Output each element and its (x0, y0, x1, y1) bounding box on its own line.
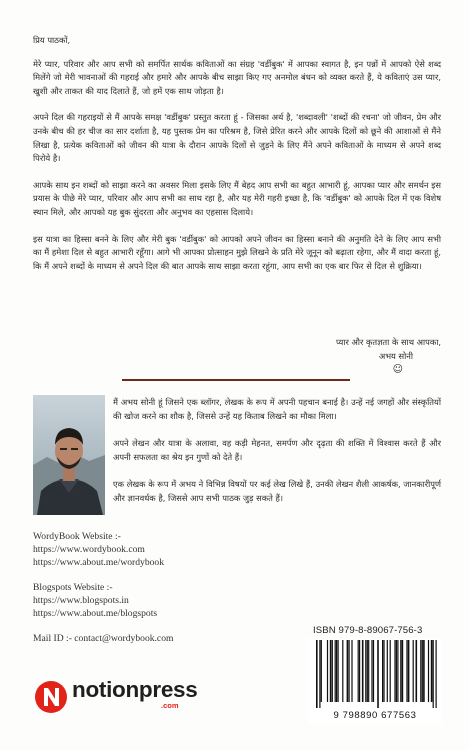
wordybook-about-link[interactable]: https://www.about.me/wordybook (33, 557, 165, 568)
barcode-bar (436, 640, 437, 708)
barcode-digits: 9 798890 677563 (333, 710, 417, 721)
barcode-bar (420, 640, 421, 702)
barcode-bar (423, 640, 425, 702)
barcode-bar (349, 640, 350, 702)
bio-paragraph: मैं अभय सोनी हूं जिसने एक ब्लॉगर, लेखक के रूप में अपनी पहचान बनाई है। उन्हें नई जगहों और संस्कृतियों की खोज करने का शौक है, जिससे उन्हें यह किताब लिखने का मौका मिला। (113, 397, 441, 421)
barcode-bar (431, 640, 433, 702)
letter-signoff (33, 336, 441, 377)
author-letter (33, 34, 441, 286)
barcode-bar (394, 640, 395, 702)
barcode-bar (433, 640, 434, 708)
author-signature-name: अभय सोनी (378, 350, 413, 361)
wordybook-link[interactable]: https://www.wordybook.com (33, 544, 145, 555)
publisher-name: notionpress (72, 677, 198, 702)
author-photo (33, 395, 105, 515)
barcode-bar (416, 640, 418, 702)
letter-paragraph: आपके साथ इन शब्दों को साझा करने का अवसर मिला इसके लिए मैं बेहद आप सभी का बहुत आभारी हूं, आपका प्यार और समर्थन इस प्रयास के पीछे मेरे प्यार, परिवार और आप सभी का साथ रहा है, और यह मेरी गहरी इच्छा है, कि 'वर्डीबुक' को आपके दिल में एक विशेष स्थान मिले, और आपको यह बुक सुंदरता और अनुभव का एहसास दिलाये। (33, 179, 441, 217)
barcode-bar (362, 640, 364, 702)
wordybook-heading: WordyBook Website :- (33, 531, 121, 542)
barcode-bar (368, 640, 369, 702)
barcode-bar (336, 640, 337, 702)
barcode-bar (316, 640, 318, 708)
publisher-domain: .com (161, 701, 179, 710)
barcode-bar (400, 640, 402, 702)
barcode-bar (330, 640, 331, 702)
barcode-bar (397, 640, 398, 702)
blogspots-about-link[interactable]: https://www.about.me/blogspots (33, 608, 158, 619)
barcode-bar (383, 640, 384, 702)
barcode-bar (413, 640, 414, 702)
barcode-bar (358, 640, 359, 702)
barcode-bar (342, 640, 343, 702)
barcode-bar (428, 640, 429, 702)
author-bio (113, 396, 441, 520)
barcode-bar (327, 640, 328, 702)
barcode-bar (319, 640, 320, 708)
barcode-bar (359, 640, 360, 702)
barcode-bar (406, 640, 407, 702)
barcode-bar (402, 640, 403, 702)
mail-id[interactable]: Mail ID :- contact@wordybook.com (33, 633, 174, 644)
barcode-bar (365, 640, 366, 702)
letter-paragraph: इस यात्रा का हिस्सा बनने के लिए और मेरी बुक 'वर्डीबुक' को आपको अपने जीवन का हिस्सा बनाने की अनुमति देने के लिए आप सभी का मैं हमेशा दिल से बहुत आभारी रहूँगा। आगे भी आपका प्रोत्साहन मुझे लिखने के प्रति मेरे जूनून को बढ़ाता रहेगा, और मैं वादा करता हूं, कि मैं अपने शब्दों के माध्यम से अपने दिल की बात आपके साथ साझा करता रहूंगा, आप सभी का एक बार फिर से दिल से शुक्रिया। (33, 233, 441, 271)
barcode-bar (338, 640, 339, 702)
isbn-label: ISBN 979-8-89067-756-3 (313, 625, 423, 636)
barcode-bar (390, 640, 391, 702)
blogspots-heading: Blogspots Website :- (33, 582, 113, 593)
barcode-bar (396, 640, 397, 702)
barcode-bar (373, 640, 374, 702)
barcode-bar (331, 640, 333, 702)
blogspots-link[interactable]: https://www.blogspots.in (33, 595, 129, 606)
smiley-icon: ☺ (392, 364, 403, 375)
letter-paragraph: मेरे प्यार, परिवार और आप सभी को समर्पित सार्थक कविताओं का संग्रह 'वर्डीबुक' में आपका स्वागत है, इन पन्नों में आपको ऐसे शब्द मिलेंगे जो मेरी भावनाओं की गहराई और हमारे और आपके बीच साझा किए गए अनमोल बंधन को व्यक्त करते हैं, ये कविताएं उस प्यार, खुशी और ताकत की याद दिलाते हैं, जो हमें एक साथ जोड़ता है। (33, 58, 441, 96)
letter-greeting: प्रिय पाठकों, (33, 35, 71, 45)
contact-links (33, 530, 253, 645)
barcode-bar (347, 640, 349, 702)
barcode-bar (382, 640, 383, 702)
signoff-line: प्यार और कृतज्ञता के साथ आपका, (336, 337, 441, 347)
bio-paragraph: अपने लेखन और यात्रा के अलावा, वह कड़ी मेहनत, समर्पण और दृढ़ता की शक्ति में विश्वास करते हैं और अपनी सफलता का श्रेय इन गुणों को देते हैं। (113, 438, 441, 462)
barcode-bar (367, 640, 368, 702)
barcode-bar (377, 640, 379, 708)
barcode-bar (351, 640, 352, 702)
barcode-bar (335, 640, 336, 702)
section-divider (122, 379, 350, 381)
letter-paragraph: अपने दिल की गहराइयों से मैं आपके समक्ष 'वर्डीबुक' प्रस्तुत करता हूं - जिसका अर्थ है, 'शब्दावली' 'शब्दों की रचना' जो जीवन, प्रेम और उनके बीच की हर चीज का सार दर्शाता है, यह पुस्तक प्रेम का परिश्रम है, जिसे प्रेरित करने और आपके दिलों को छूने की आशाओं से मैंने लिखा है, प्रत्येक कविताओं को जीवन की यात्रा के दौरान आपके दिलों से जुड़ने के लिए मैंने अपने कविताओं के माध्यम से अपने शब्द पिरोये है। (33, 112, 441, 164)
notionpress-logo-icon (34, 677, 70, 717)
barcode-bar (408, 640, 410, 702)
bio-paragraph: एक लेखक के रूप में अभय ने विभिन्न विषयों पर कई लेख लिखे हैं, उनकी लेखन शैली आकर्षक, जानकारीपूर्ण और ज्ञानवर्धक है, जिससे आप सभी पाठक जुड़ सकते हैं। (113, 479, 441, 503)
barcode-bar (371, 640, 372, 702)
barcode-bar (321, 640, 322, 702)
barcode-bar (422, 640, 423, 702)
barcode-bar (387, 640, 388, 702)
